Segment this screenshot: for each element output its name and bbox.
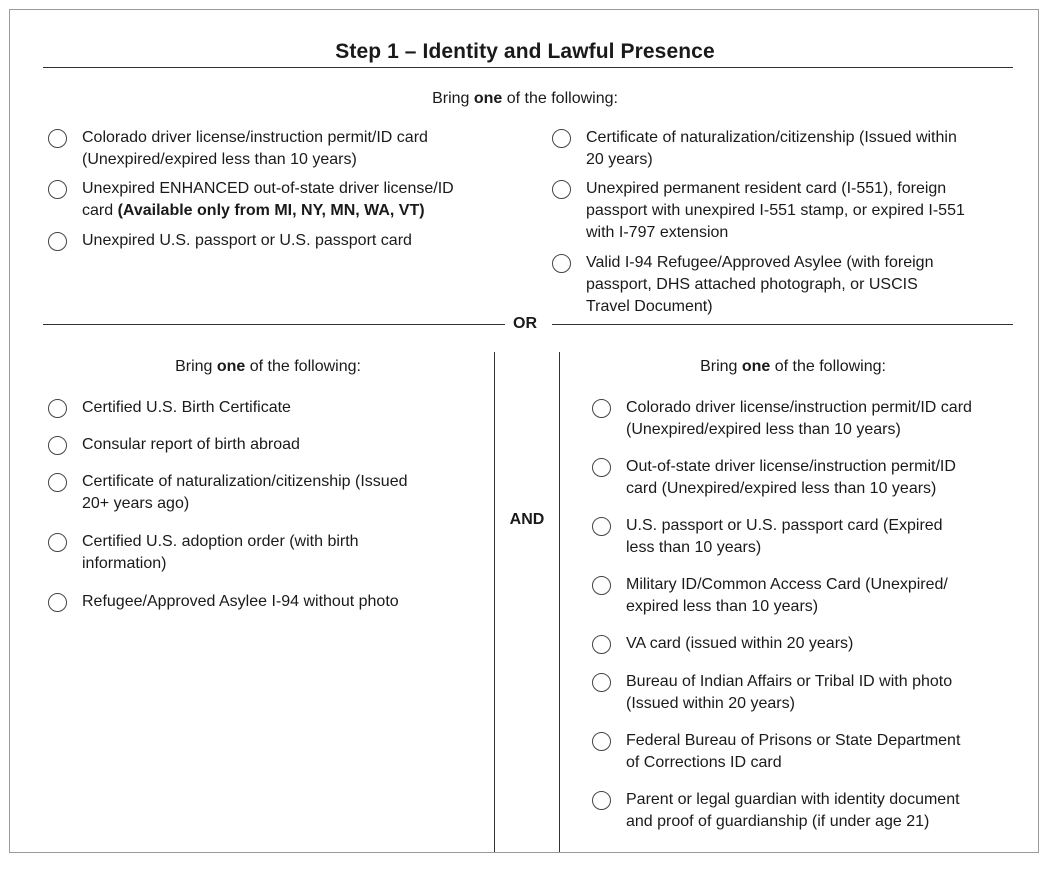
or-label: OR [513, 315, 537, 332]
radio-button[interactable] [552, 254, 571, 273]
radio-button[interactable] [48, 473, 67, 492]
option-us-passport-expired[interactable] [592, 515, 943, 559]
radio-button[interactable] [48, 399, 67, 418]
option-military-id[interactable] [592, 574, 948, 618]
option-text: Refugee/Approved Asylee I-94 without photo [82, 593, 399, 610]
radio-button[interactable] [48, 436, 67, 455]
option-text: Certificate of naturalization/citizenship (Issued within 20 years) [586, 129, 957, 168]
or-divider-right [552, 324, 1013, 325]
and-divider-left [494, 352, 495, 852]
option-text: Parent or legal guardian with identity document and proof of guardianship (if under age 21) [626, 791, 960, 830]
option-text: Valid I-94 Refugee/Approved Asylee (with foreign passport, DHS attached photograph, or USCIS Travel Document) [586, 254, 934, 315]
option-text: Unexpired ENHANCED out-of-state driver license/ID card (Available only from MI, NY, MN, WA, VT) [82, 180, 454, 219]
option-text: Military ID/Common Access Card (Unexpired/ expired less than 10 years) [626, 576, 948, 615]
radio-button[interactable] [48, 533, 67, 552]
option-text: Unexpired U.S. passport or U.S. passport card [82, 232, 412, 249]
option-naturalization-within-20[interactable] [552, 127, 957, 171]
section-title: Step 1 – Identity and Lawful Presence [335, 40, 715, 63]
radio-button[interactable] [48, 129, 67, 148]
option-text: Out-of-state driver license/instruction permit/ID card (Unexpired/expired less than 10 years) [626, 458, 956, 497]
bottom-right-instruction: Bring one of the following: [700, 358, 886, 375]
instruction-suffix: of the following: [502, 90, 618, 107]
option-text: U.S. passport or U.S. passport card (Expired less than 10 years) [626, 517, 943, 556]
option-birth-certificate[interactable] [48, 397, 291, 419]
option-va-card[interactable] [592, 633, 853, 655]
radio-button[interactable] [48, 180, 67, 199]
option-parent-guardian[interactable] [592, 789, 960, 833]
radio-button[interactable] [48, 593, 67, 612]
radio-button[interactable] [592, 576, 611, 595]
option-text: Bureau of Indian Affairs or Tribal ID with photo (Issued within 20 years) [626, 673, 953, 712]
option-enhanced-license[interactable] [48, 178, 454, 222]
radio-button[interactable] [592, 673, 611, 692]
option-bureau-of-prisons-id[interactable] [592, 730, 960, 774]
option-tribal-id[interactable] [592, 671, 952, 715]
option-text: Consular report of birth abroad [82, 436, 300, 453]
option-colorado-license-top[interactable] [48, 127, 428, 171]
option-text: Certified U.S. Birth Certificate [82, 399, 291, 416]
radio-button[interactable] [48, 232, 67, 251]
option-us-passport-unexpired[interactable] [48, 230, 412, 252]
top-instruction [0, 90, 1050, 108]
option-consular-report[interactable] [48, 434, 300, 456]
and-divider-right [559, 352, 560, 852]
option-text: Unexpired permanent resident card (I-551), foreign passport with unexpired I-551 stamp, or expired I-551 with I-797 extension [586, 180, 965, 241]
radio-button[interactable] [592, 458, 611, 477]
option-out-of-state-license[interactable] [592, 456, 956, 500]
radio-button[interactable] [592, 399, 611, 418]
option-text: Certified U.S. adoption order (with birth information) [82, 533, 359, 572]
radio-button[interactable] [592, 791, 611, 810]
radio-button[interactable] [592, 517, 611, 536]
option-i94-without-photo[interactable] [48, 591, 399, 613]
option-text: Federal Bureau of Prisons or State Department of Corrections ID card [626, 732, 961, 771]
option-naturalization-20-plus[interactable] [48, 471, 408, 515]
instruction-bold: one [473, 90, 503, 107]
option-text: VA card (issued within 20 years) [626, 635, 854, 652]
option-colorado-license-bottom[interactable] [592, 397, 972, 441]
radio-button[interactable] [592, 635, 611, 654]
or-divider-left [43, 324, 505, 325]
instruction-prefix: Bring [432, 90, 474, 107]
radio-button[interactable] [592, 732, 611, 751]
option-adoption-order[interactable] [48, 531, 359, 575]
option-i94-refugee[interactable] [552, 252, 933, 318]
radio-button[interactable] [552, 180, 571, 199]
radio-button[interactable] [552, 129, 571, 148]
option-text: Colorado driver license/instruction permit/ID card (Unexpired/expired less than 10 years) [626, 399, 972, 438]
and-label: AND [509, 511, 545, 528]
option-permanent-resident-card[interactable] [552, 178, 965, 244]
title-underline [43, 67, 1013, 68]
bottom-left-instruction: Bring one of the following: [175, 358, 361, 375]
option-text: Colorado driver license/instruction permit/ID card (Unexpired/expired less than 10 years) [82, 129, 428, 168]
option-text: Certificate of naturalization/citizenship (Issued 20+ years ago) [82, 473, 408, 512]
